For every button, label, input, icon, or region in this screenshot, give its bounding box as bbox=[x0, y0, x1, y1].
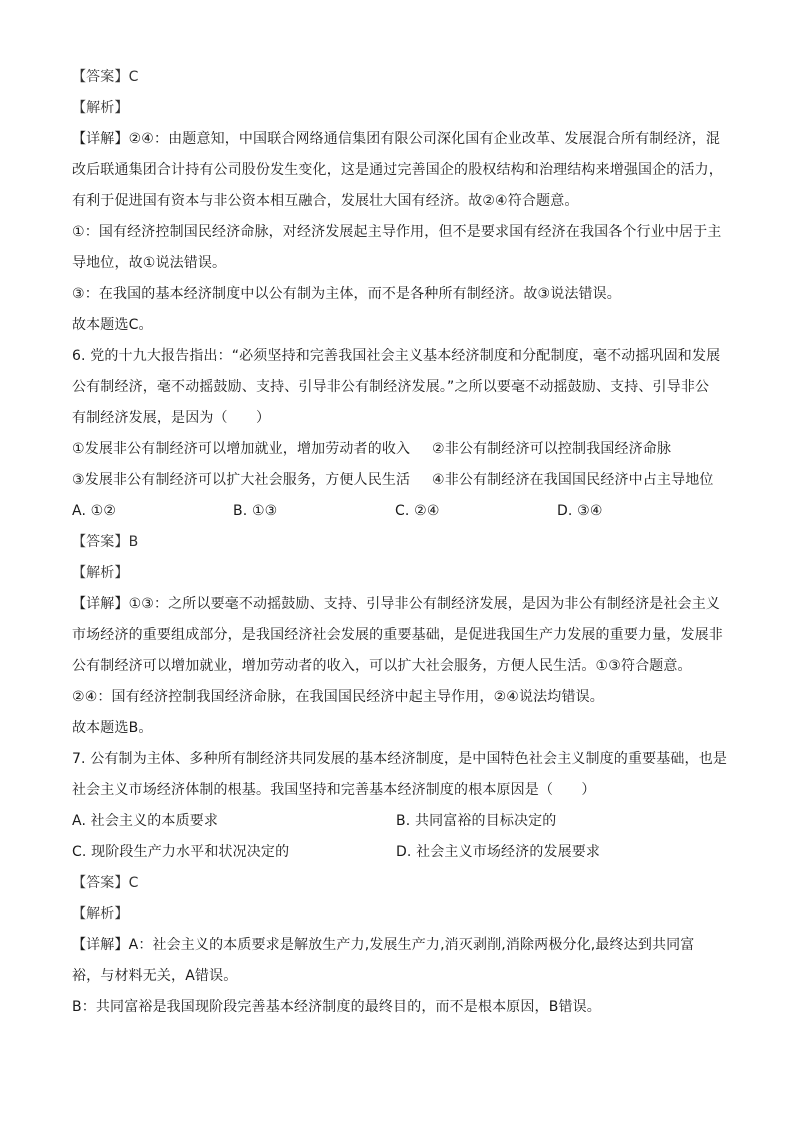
q5-detail-line: ③：在我国的基本经济制度中以公有制为主体，而不是各种所有制经济。故③说法错误。 bbox=[72, 286, 621, 302]
q5-analysis-heading: 【解析】 bbox=[72, 100, 129, 116]
q6-option-a: A. ①② bbox=[72, 503, 117, 519]
q6-option-d: D. ③④ bbox=[557, 503, 603, 519]
q7-option-b: B. 共同富裕的目标决定的 bbox=[396, 813, 557, 829]
q5-detail-line: 改后联通集团合计持有公司股份发生变化，这是通过完善国企的股权结构和治理结构来增强国企的活力， bbox=[72, 162, 723, 178]
q7-option-c: C. 现阶段生产力水平和状况决定的 bbox=[72, 844, 290, 860]
q6-option-b: B. ①③ bbox=[233, 503, 278, 519]
q6-detail-line: 公有制经济可以增加就业，增加劳动者的收入，可以扩大社会服务，方便人民生活。①③符合题意。 bbox=[72, 658, 692, 674]
q6-stem-line: 公有制经济，毫不动摇鼓励、支持、引导非公有制经济发展。”之所以要毫不动摇鼓励、支持、引导非公 bbox=[72, 379, 710, 395]
q7-stem-line: 7. 公有制为主体、多种所有制经济共同发展的基本经济制度，是中国特色社会主义制度的重要基础，也是 bbox=[72, 751, 728, 767]
q6-analysis-heading: 【解析】 bbox=[72, 565, 129, 581]
q5-analysis-label: 解析 bbox=[86, 100, 115, 116]
q6-statement: ④非公有制经济在我国国民经济中占主导地位 bbox=[432, 472, 714, 488]
q6-detail-line: 故本题选B。 bbox=[72, 720, 153, 736]
q7-detail-line: 【详解】A：社会主义的本质要求是解放生产力,发展生产力,消灭剥削,消除两极分化,最终达到共同富 bbox=[72, 937, 695, 953]
q6-detail-line: 【详解】①③：之所以要毫不动摇鼓励、支持、引导非公有制经济发展，是因为非公有制经济是社会主义 bbox=[72, 596, 720, 612]
q7-options-row bbox=[72, 837, 726, 868]
q7-option-d: D. 社会主义市场经济的发展要求 bbox=[396, 844, 601, 860]
q6-stem-line: 有制经济发展，是因为（ ） bbox=[72, 410, 271, 426]
q6-statement: ②非公有制经济可以控制我国经济命脉 bbox=[432, 441, 672, 457]
q5-detail-line: 故本题选C。 bbox=[72, 317, 153, 333]
q5-detail-line: 导地位，故①说法错误。 bbox=[72, 255, 227, 271]
q5-detail-line: 【详解】②④：由题意知，中国联合网络通信集团有限公司深化国有企业改革、发展混合所有制经济，混 bbox=[72, 131, 720, 147]
q6-option-c: C. ②④ bbox=[395, 503, 440, 519]
document-page bbox=[72, 62, 726, 1023]
q5-detail-line: 有利于促进国有资本与非公资本相互融合，发展壮大国有经济。故②④符合题意。 bbox=[72, 193, 579, 209]
q6-detail-line: 市场经济的重要组成部分，是我国经济社会发展的重要基础，是促进我国生产力发展的重要力量，发展非 bbox=[72, 627, 723, 643]
q5-answer: 【答案】C bbox=[72, 69, 139, 85]
q7-detail-line: B：共同富裕是我国现阶段完善基本经济制度的最终目的，而不是根本原因，B错误。 bbox=[72, 999, 601, 1015]
q6-statements-row bbox=[72, 465, 726, 496]
q6-answer: 【答案】B bbox=[72, 534, 139, 550]
q6-detail-line: ②④：国有经济控制我国经济命脉，在我国国民经济中起主导作用，②④说法均错误。 bbox=[72, 689, 604, 705]
q5-detail-line: ①：国有经济控制国民经济命脉，对经济发展起主导作用，但不是要求国有经济在我国各个行业中居于主 bbox=[72, 224, 722, 240]
q7-option-a: A. 社会主义的本质要求 bbox=[72, 813, 219, 829]
q7-stem-line: 社会主义市场经济体制的根基。我国坚持和完善基本经济制度的根本原因是（ ） bbox=[72, 782, 596, 798]
q6-stem-line: 6. 党的十九大报告指出：“必须坚持和完善我国社会主义基本经济制度和分配制度，毫不动摇巩固和发展 bbox=[72, 348, 721, 364]
q6-statement: ①发展非公有制经济可以增加就业，增加劳动者的收入 bbox=[72, 441, 411, 457]
q6-statements-row bbox=[72, 434, 726, 465]
q7-options-row bbox=[72, 806, 726, 837]
q6-analysis-label: 解析 bbox=[86, 565, 115, 581]
q7-analysis-heading: 【解析】 bbox=[72, 906, 129, 922]
q7-analysis-label: 解析 bbox=[86, 906, 115, 922]
q7-answer: 【答案】C bbox=[72, 875, 139, 891]
q6-statement: ③发展非公有制经济可以扩大社会服务，方便人民生活 bbox=[72, 472, 411, 488]
q6-options-row bbox=[72, 496, 726, 527]
q7-detail-line: 裕，与材料无关，A错误。 bbox=[72, 968, 238, 984]
